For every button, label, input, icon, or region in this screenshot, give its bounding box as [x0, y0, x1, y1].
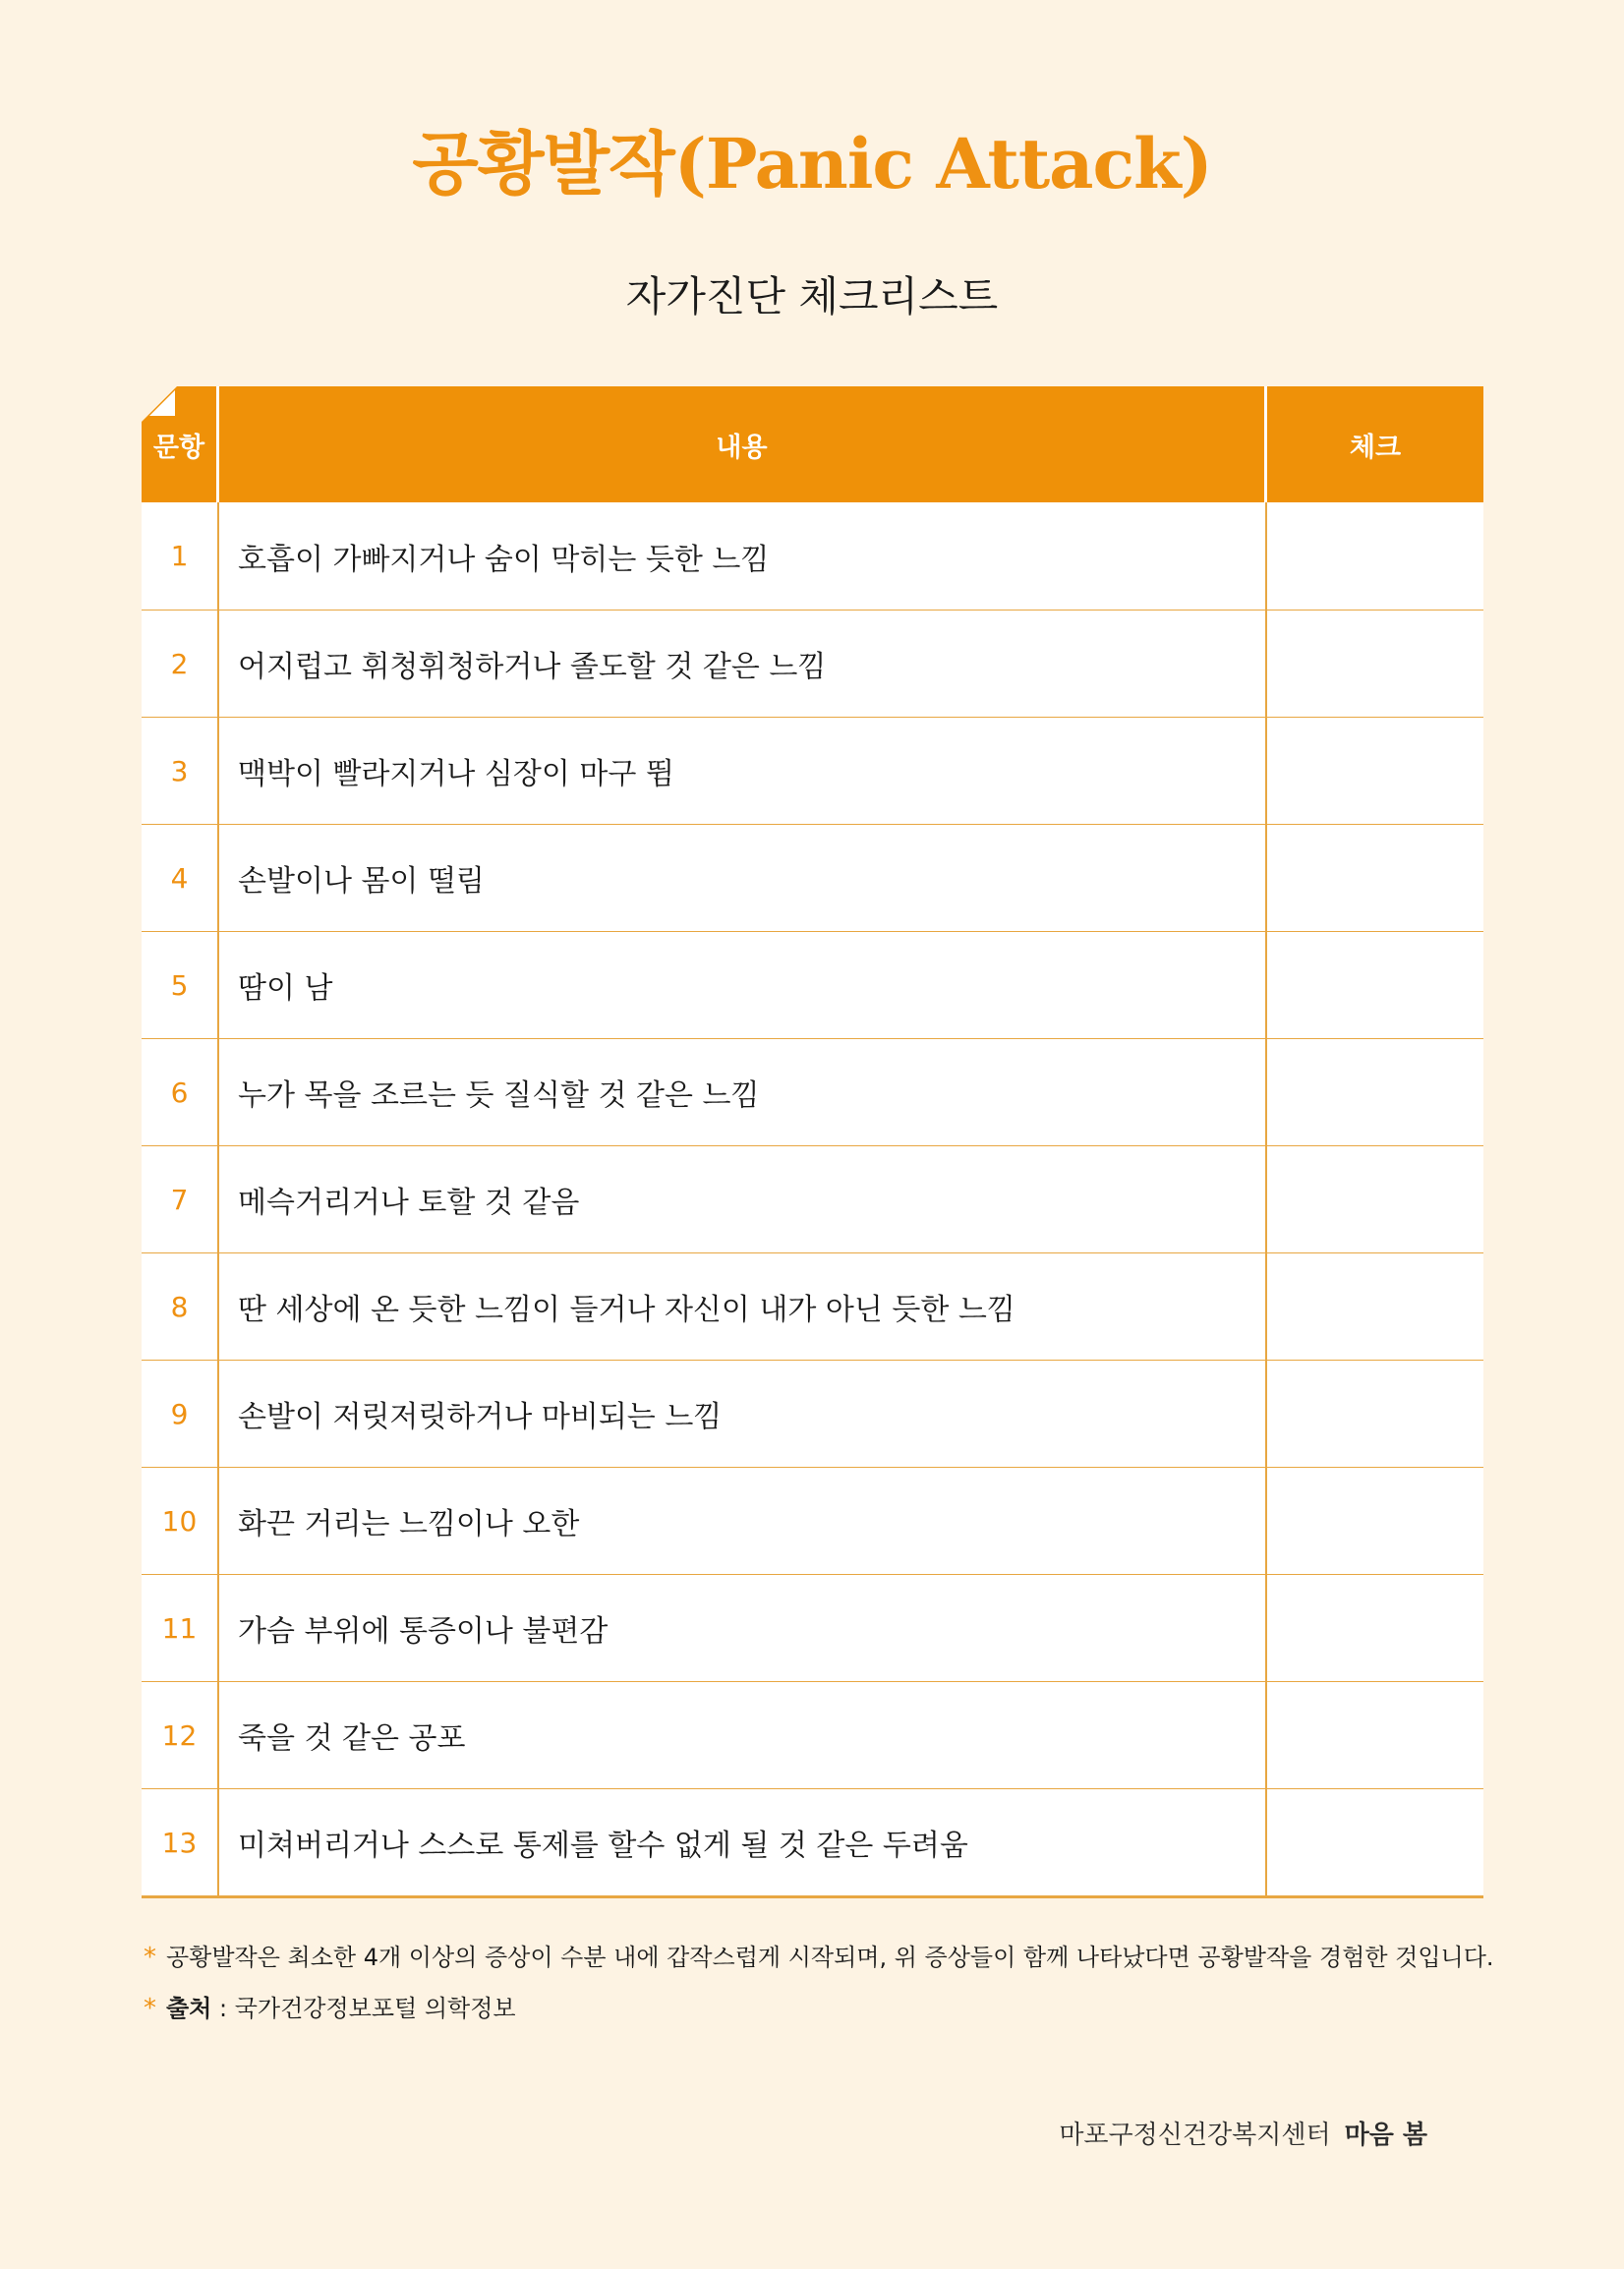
row-content: 가슴 부위에 통증이나 불편감 [219, 1575, 1267, 1681]
row-check-cell[interactable] [1267, 1253, 1483, 1360]
header-check: 체크 [1349, 432, 1402, 463]
row-check-cell[interactable] [1267, 1361, 1483, 1467]
footer-org: 마포구정신건강복지센터 [1059, 2121, 1331, 2150]
table-row [142, 824, 1483, 931]
row-content: 땀이 남 [219, 932, 1267, 1038]
row-check-cell[interactable] [1267, 1039, 1483, 1145]
corner-triangle-icon [149, 390, 175, 416]
source-value: : 국가건강정보포털 의학정보 [219, 1995, 516, 2022]
table-row [142, 502, 1483, 610]
table-row [142, 717, 1483, 824]
row-number: 3 [142, 718, 219, 824]
row-content: 미쳐버리거나 스스로 통제를 할수 없게 될 것 같은 두려움 [219, 1789, 1267, 1895]
row-check-cell[interactable] [1267, 718, 1483, 824]
header-content: 내용 [219, 386, 1267, 502]
row-check-cell[interactable] [1267, 1789, 1483, 1895]
row-check-cell[interactable] [1267, 611, 1483, 717]
table-row [142, 1145, 1483, 1252]
row-content: 누가 목을 조르는 듯 질식할 것 같은 느낌 [219, 1039, 1267, 1145]
row-number: 12 [142, 1682, 219, 1788]
row-check-cell[interactable] [1267, 932, 1483, 1038]
table-row [142, 1360, 1483, 1467]
row-content: 화끈 거리는 느낌이나 오한 [219, 1468, 1267, 1574]
table-row [142, 610, 1483, 717]
notes [144, 1932, 1520, 2034]
row-number: 2 [142, 611, 219, 717]
note-description-text: 공황발작은 최소한 4개 이상의 증상이 수분 내에 갑작스럽게 시작되며, 위 증상들이 함께 나타났다면 공황발작을 경험한 것입니다. [166, 1944, 1494, 1971]
asterisk-icon: * [144, 1994, 156, 2023]
row-number: 13 [142, 1789, 219, 1895]
table-row [142, 1038, 1483, 1145]
row-content: 호흡이 가빠지거나 숨이 막히는 듯한 느낌 [219, 502, 1267, 610]
row-number: 9 [142, 1361, 219, 1467]
row-number: 7 [142, 1146, 219, 1252]
row-number: 5 [142, 932, 219, 1038]
page-title: 공황발작(Panic Attack) [412, 123, 1212, 204]
row-content: 딴 세상에 온 듯한 느낌이 들거나 자신이 내가 아닌 듯한 느낌 [219, 1253, 1267, 1360]
table-header [142, 386, 1483, 502]
row-content: 손발이나 몸이 떨림 [219, 825, 1267, 931]
table-row [142, 1252, 1483, 1360]
table-row [142, 1467, 1483, 1574]
row-check-cell[interactable] [1267, 1575, 1483, 1681]
checklist-table [142, 386, 1483, 1898]
table-row [142, 1788, 1483, 1895]
row-content: 메슥거리거나 토할 것 같음 [219, 1146, 1267, 1252]
row-check-cell[interactable] [1267, 502, 1483, 610]
table-body [142, 502, 1483, 1895]
source-label: 출처 [166, 1995, 212, 2022]
footer-brand: 마음 봄 [1344, 2121, 1427, 2150]
footer [1059, 2116, 1427, 2155]
asterisk-icon: * [144, 1943, 156, 1972]
row-number: 10 [142, 1468, 219, 1574]
row-number: 11 [142, 1575, 219, 1681]
row-content: 맥박이 빨라지거나 심장이 마구 뜀 [219, 718, 1267, 824]
row-check-cell[interactable] [1267, 1146, 1483, 1252]
row-check-cell[interactable] [1267, 825, 1483, 931]
table-row [142, 1574, 1483, 1681]
row-number: 4 [142, 825, 219, 931]
row-content: 손발이 저릿저릿하거나 마비되는 느낌 [219, 1361, 1267, 1467]
table-row [142, 931, 1483, 1038]
row-check-cell[interactable] [1267, 1468, 1483, 1574]
row-number: 6 [142, 1039, 219, 1145]
row-check-cell[interactable] [1267, 1682, 1483, 1788]
header-number: 문항 [142, 386, 219, 502]
row-number: 8 [142, 1253, 219, 1360]
note-source [144, 1983, 1520, 2034]
table-row [142, 1681, 1483, 1788]
row-content: 죽을 것 같은 공포 [219, 1682, 1267, 1788]
row-content: 어지럽고 휘청휘청하거나 졸도할 것 같은 느낌 [219, 611, 1267, 717]
note-description [144, 1932, 1520, 1983]
page-subtitle: 자가진단 체크리스트 [625, 272, 999, 320]
row-number: 1 [142, 502, 219, 610]
